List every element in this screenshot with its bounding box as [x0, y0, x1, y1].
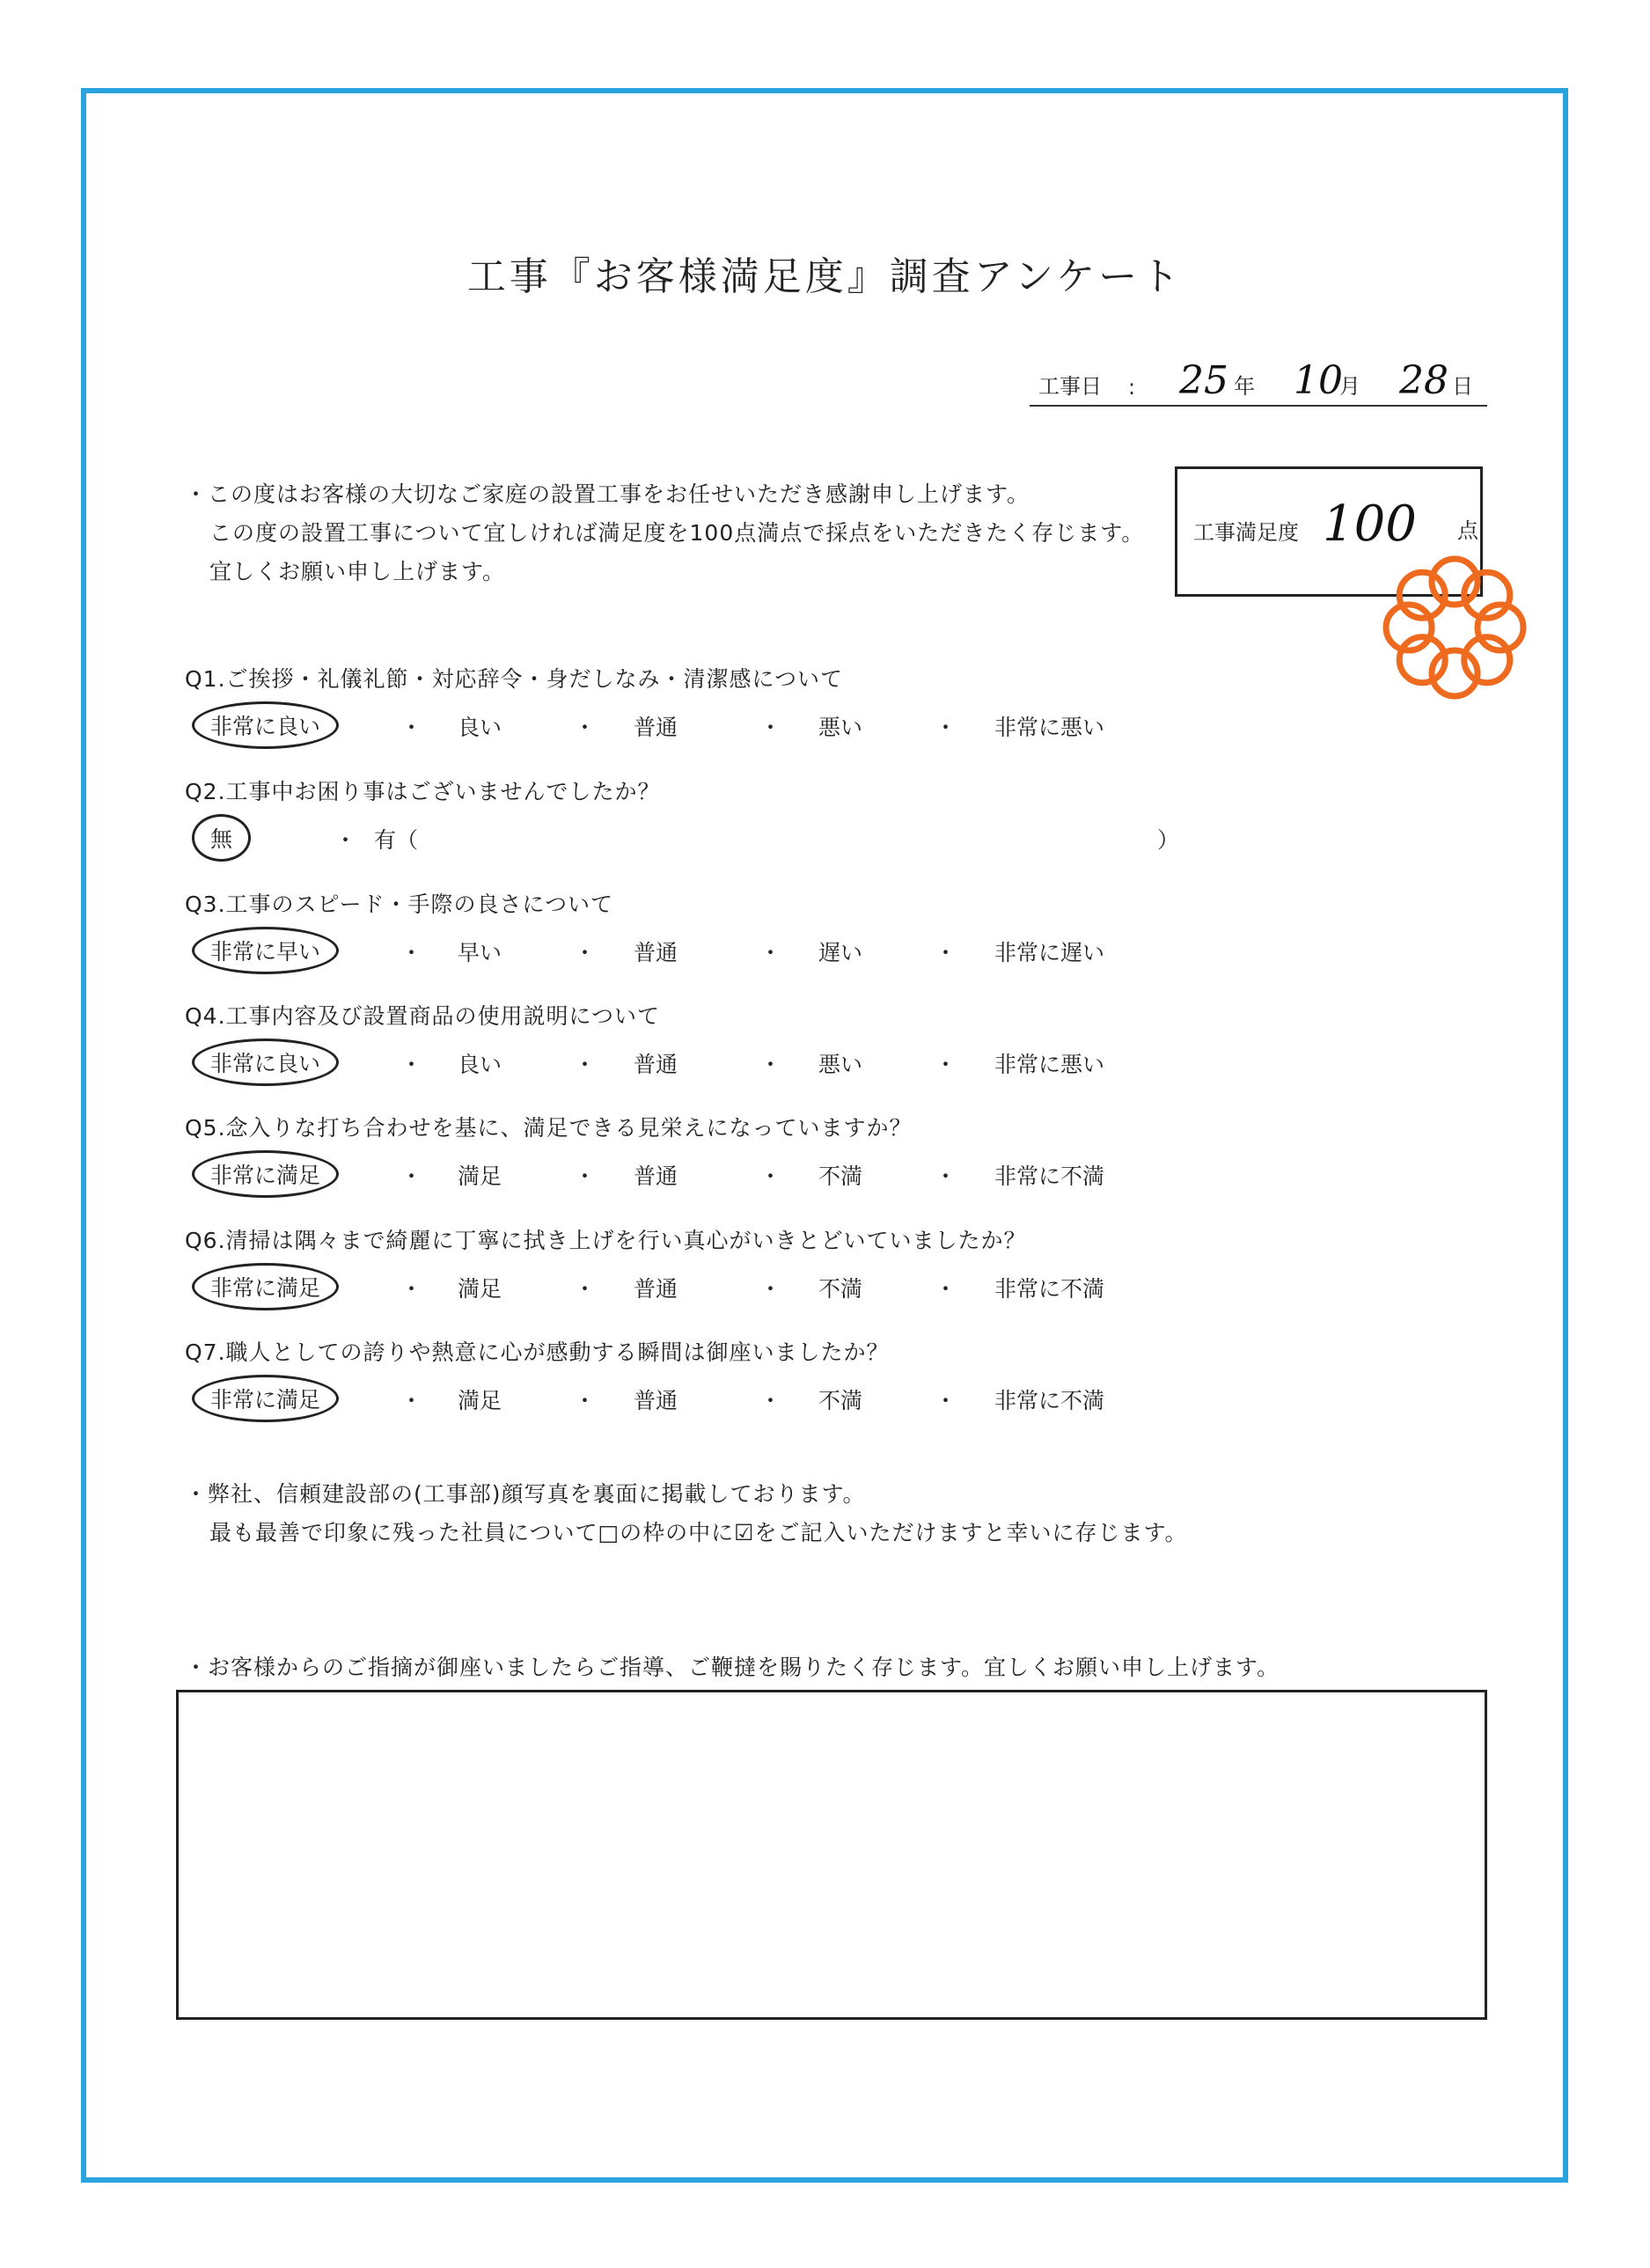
answer-option[interactable]: 不満	[818, 1276, 863, 1302]
separator-dot: ・	[935, 940, 957, 965]
staff-note	[185, 1475, 1188, 1552]
question-7: Q7.職人としての誇りや熱意に心が感動する瞬間は御座いましたか？	[185, 1340, 890, 1365]
question-4: Q4.工事内容及び設置商品の使用説明について	[185, 1003, 661, 1029]
separator-dot: ・	[935, 1163, 957, 1189]
intro-line: 宜しくお願い申し上げます。	[209, 559, 506, 584]
answer-option[interactable]: 悪い	[818, 715, 863, 740]
answer-option[interactable]: 遅い	[818, 940, 863, 965]
answer-options	[211, 1272, 1179, 1316]
note-line: ・弊社、信頼建設部の(工事部)顔写真を裏面に掲載しております。	[185, 1481, 866, 1507]
question-5: Q5.念入りな打ち合わせを基に、満足できる見栄えになっていますか？	[185, 1115, 913, 1141]
answer-option[interactable]: 悪い	[818, 1052, 863, 1077]
separator-dot: ・	[574, 1052, 597, 1077]
answer-option-selected[interactable]: 無	[192, 814, 251, 862]
score-unit: 点	[1457, 518, 1478, 543]
intro-line: この度の設置工事について宜しければ満足度を100点満点で採点をいただきたく存じます。	[209, 520, 1145, 546]
answer-option[interactable]: 非常に悪い	[994, 715, 1105, 740]
answer-options	[211, 936, 1179, 980]
separator-dot: ・	[759, 1052, 782, 1077]
separator-dot: ・	[935, 1276, 957, 1302]
question-3: Q3.工事のスピード・手際の良さについて	[185, 892, 614, 917]
separator-dot: ・	[574, 715, 597, 740]
date-day-unit: 日	[1452, 374, 1473, 399]
separator-dot: ・	[935, 1052, 957, 1077]
answer-option[interactable]: 有（	[374, 827, 419, 853]
answer-option[interactable]: 普通	[634, 1052, 678, 1077]
date-year: 25	[1179, 358, 1228, 403]
separator-dot: ・	[400, 1388, 423, 1413]
comment-prompt: ・お客様からのご指摘が御座いましたらご指導、ご鞭撻を賜りたく存じます。宜しくお願い申し上げます。	[185, 1655, 1280, 1680]
answer-option-selected[interactable]: 非常に満足	[192, 1150, 339, 1198]
answer-option[interactable]: 満足	[458, 1388, 502, 1413]
score-label: 工事満足度	[1193, 520, 1299, 545]
answer-option[interactable]: 普通	[634, 1163, 678, 1189]
answer-options	[211, 1384, 1179, 1428]
question-2: Q2.工事中お困り事はございませんでしたか？	[185, 779, 661, 804]
date-day: 28	[1399, 358, 1448, 403]
note-line: 最も最善で印象に残った社員について□の枠の中に☑をご記入いただけますと幸いに存じます。	[209, 1520, 1188, 1545]
answer-option[interactable]: 非常に不満	[994, 1276, 1105, 1302]
answer-option-selected[interactable]: 非常に満足	[192, 1375, 339, 1422]
separator-dot: ・	[400, 1276, 423, 1302]
separator-dot: ・	[759, 940, 782, 965]
date-label: 工事日	[1038, 374, 1102, 399]
separator-dot: ・	[400, 715, 423, 740]
answer-option[interactable]: 満足	[458, 1276, 502, 1302]
page-title: 工事『お客様満足度』調査アンケート	[466, 254, 1184, 299]
answer-option[interactable]: 良い	[458, 715, 502, 740]
answer-option[interactable]: ）	[1157, 827, 1180, 853]
flower-stamp-icon	[1380, 553, 1529, 702]
answer-option-selected[interactable]: 非常に早い	[192, 927, 339, 974]
separator-dot: ・	[400, 1163, 423, 1189]
separator-dot: ・	[759, 715, 782, 740]
separator-dot: ・	[759, 1163, 782, 1189]
answer-option[interactable]: 非常に不満	[994, 1163, 1105, 1189]
separator-dot: ・	[574, 1163, 597, 1189]
separator-dot: ・	[935, 715, 957, 740]
date-year-unit: 年	[1234, 374, 1255, 399]
separator-dot: ・	[574, 1388, 597, 1413]
answer-option[interactable]: 満足	[458, 1163, 502, 1189]
answer-option[interactable]: 普通	[634, 1388, 678, 1413]
answer-options	[211, 1047, 1179, 1091]
answer-option[interactable]: 早い	[458, 940, 502, 965]
score-value: 100	[1323, 495, 1417, 553]
answer-options	[211, 823, 1179, 867]
separator-dot: ・	[400, 1052, 423, 1077]
answer-option[interactable]: 不満	[818, 1163, 863, 1189]
separator-dot: ・	[574, 1276, 597, 1302]
date-month-unit: 月	[1339, 374, 1360, 399]
answer-option[interactable]: 非常に遅い	[994, 940, 1105, 965]
comment-box[interactable]	[176, 1690, 1487, 2020]
intro-text	[185, 475, 1144, 591]
construction-date	[1030, 358, 1487, 407]
answer-option[interactable]: 普通	[634, 940, 678, 965]
answer-options	[211, 710, 1179, 754]
answer-option-selected[interactable]: 非常に良い	[192, 1039, 339, 1086]
answer-option[interactable]: 非常に不満	[994, 1388, 1105, 1413]
separator-dot: ・	[935, 1388, 957, 1413]
answer-option-selected[interactable]: 非常に満足	[192, 1263, 339, 1310]
separator-dot: ・	[759, 1388, 782, 1413]
answer-option[interactable]: 不満	[818, 1388, 863, 1413]
answer-option[interactable]: 普通	[634, 715, 678, 740]
answer-option[interactable]: 良い	[458, 1052, 502, 1077]
intro-line: ・この度はお客様の大切なご家庭の設置工事をお任せいただき感謝申し上げます。	[185, 481, 1030, 507]
separator-dot: ・	[400, 940, 423, 965]
answer-option[interactable]: 普通	[634, 1276, 678, 1302]
answer-option-selected[interactable]: 非常に良い	[192, 701, 339, 749]
separator-dot: ・	[759, 1276, 782, 1302]
date-month: 10	[1294, 358, 1343, 403]
question-1: Q1.ご挨拶・礼儀礼節・対応辞令・身だしなみ・清潔感について	[185, 666, 844, 692]
separator-dot: ・	[574, 940, 597, 965]
answer-option[interactable]: 非常に悪い	[994, 1052, 1105, 1077]
date-colon: :	[1128, 375, 1136, 400]
answer-options	[211, 1159, 1179, 1203]
question-6: Q6.清掃は隅々まで綺麗に丁寧に拭き上げを行い真心がいきとどいていましたか？	[185, 1228, 1027, 1253]
separator-dot: ・	[334, 827, 357, 853]
